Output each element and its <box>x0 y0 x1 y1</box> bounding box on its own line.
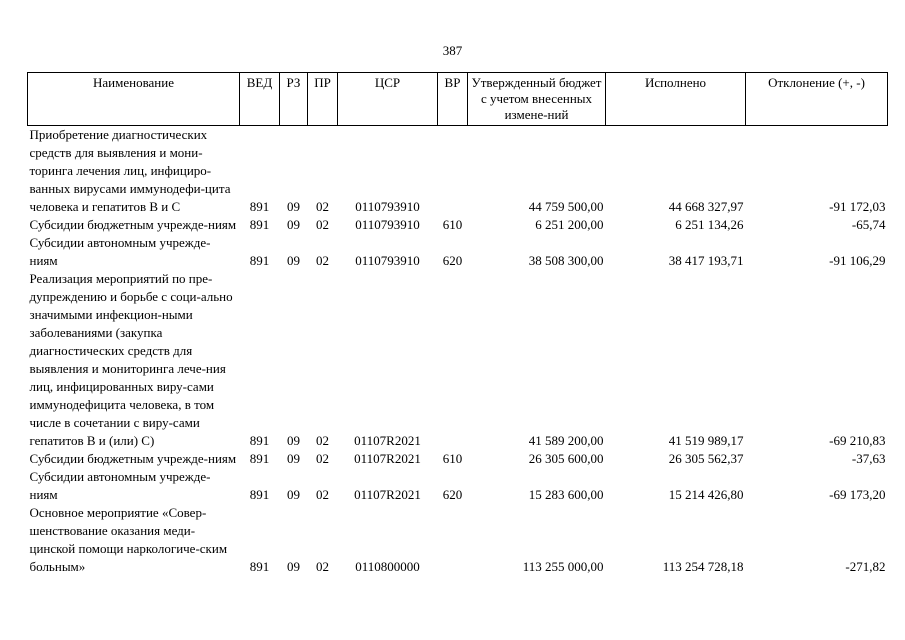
row-rz: 09 <box>287 217 300 232</box>
header-vr: ВР <box>438 73 468 126</box>
row-pr: 02 <box>316 433 329 448</box>
row-csr: 0110800000 <box>355 559 420 574</box>
row-ved: 891 <box>249 487 270 502</box>
row-executed: 38 417 193,71 <box>668 253 744 268</box>
row-name: Основное мероприятие «Совер-шенствование оказания меди-цинской помощи наркологиче-ским больным» <box>29 505 228 574</box>
row-ved: 891 <box>249 217 270 232</box>
table-row <box>28 468 888 504</box>
page-number: 387 <box>442 43 463 58</box>
row-ved: 891 <box>249 199 270 214</box>
row-ved: 891 <box>249 253 270 268</box>
row-rz: 09 <box>287 451 300 466</box>
budget-execution-table <box>27 72 888 576</box>
header-rz: РЗ <box>280 73 308 126</box>
header-approved-budget: Утвержденный бюджет с учетом внесенных измене-ний <box>468 73 606 126</box>
row-csr: 0110793910 <box>355 199 420 214</box>
row-csr: 01107R2021 <box>354 451 421 466</box>
row-deviation: -69 210,83 <box>829 433 886 448</box>
row-pr: 02 <box>316 217 329 232</box>
row-executed: 6 251 134,26 <box>675 217 744 232</box>
row-pr: 02 <box>316 451 329 466</box>
row-name: Реализация мероприятий по пре-дупреждению и борьбе с соци-ально значимыми инфекцион-ными заболеваниями (закупка диагностических средств для выявления и мониторинга лече-ния лиц, инфицированных виру-сами иммунодефицита человека, в том числе в сочетании с виру-сами гепатитов В и (или) С) <box>29 271 233 448</box>
row-deviation: -65,74 <box>851 217 886 232</box>
row-vr: 610 <box>442 217 463 232</box>
row-deviation: -37,63 <box>851 451 886 466</box>
row-rz: 09 <box>287 253 300 268</box>
row-executed: 41 519 989,17 <box>668 433 744 448</box>
header-ved: ВЕД <box>240 73 280 126</box>
row-rz: 09 <box>287 559 300 574</box>
row-vr <box>438 504 468 576</box>
row-rz: 09 <box>287 487 300 502</box>
table-row <box>28 270 888 450</box>
row-rz: 09 <box>287 199 300 214</box>
row-deviation: -271,82 <box>845 559 886 574</box>
table-header-row <box>28 73 888 126</box>
row-vr <box>438 270 468 450</box>
header-deviation: Отклонение (+, -) <box>746 73 888 126</box>
row-rz: 09 <box>287 433 300 448</box>
table-row <box>28 126 888 217</box>
row-pr: 02 <box>316 253 329 268</box>
row-pr: 02 <box>316 559 329 574</box>
row-name: Приобретение диагностических средств для выявления и мони-торинга лечения лиц, инфициро-ванных вирусами иммунодефи-цита человека и гепатитов В и С <box>29 127 231 214</box>
row-approved: 6 251 200,00 <box>535 217 604 232</box>
row-csr: 01107R2021 <box>354 487 421 502</box>
row-executed: 15 214 426,80 <box>668 487 744 502</box>
table-row <box>28 234 888 270</box>
row-deviation: -91 172,03 <box>829 199 886 214</box>
row-ved: 891 <box>249 559 270 574</box>
row-approved: 41 589 200,00 <box>528 433 604 448</box>
header-executed: Исполнено <box>606 73 746 126</box>
row-executed: 44 668 327,97 <box>668 199 744 214</box>
row-approved: 44 759 500,00 <box>528 199 604 214</box>
row-pr: 02 <box>316 199 329 214</box>
row-approved: 38 508 300,00 <box>528 253 604 268</box>
row-vr <box>438 126 468 217</box>
row-vr: 620 <box>442 487 463 502</box>
table-row <box>28 216 888 234</box>
row-name: Субсидии автономным учрежде-ниям <box>29 469 211 502</box>
header-name: Наименование <box>28 73 240 126</box>
row-csr: 0110793910 <box>355 253 420 268</box>
row-csr: 01107R2021 <box>354 433 421 448</box>
row-deviation: -69 173,20 <box>829 487 886 502</box>
row-ved: 891 <box>249 451 270 466</box>
row-executed: 113 254 728,18 <box>662 559 744 574</box>
row-executed: 26 305 562,37 <box>668 451 744 466</box>
row-vr: 610 <box>442 451 463 466</box>
header-csr: ЦСР <box>338 73 438 126</box>
row-name: Субсидии бюджетным учрежде-ниям <box>29 451 237 466</box>
row-approved: 26 305 600,00 <box>528 451 604 466</box>
table-row <box>28 504 888 576</box>
header-pr: ПР <box>308 73 338 126</box>
row-approved: 113 255 000,00 <box>522 559 604 574</box>
row-vr: 620 <box>442 253 463 268</box>
table-row <box>28 450 888 468</box>
row-pr: 02 <box>316 487 329 502</box>
row-name: Субсидии бюджетным учрежде-ниям <box>29 217 237 232</box>
row-ved: 891 <box>249 433 270 448</box>
row-name: Субсидии автономным учрежде-ниям <box>29 235 211 268</box>
row-approved: 15 283 600,00 <box>528 487 604 502</box>
row-deviation: -91 106,29 <box>829 253 886 268</box>
row-csr: 0110793910 <box>355 217 420 232</box>
